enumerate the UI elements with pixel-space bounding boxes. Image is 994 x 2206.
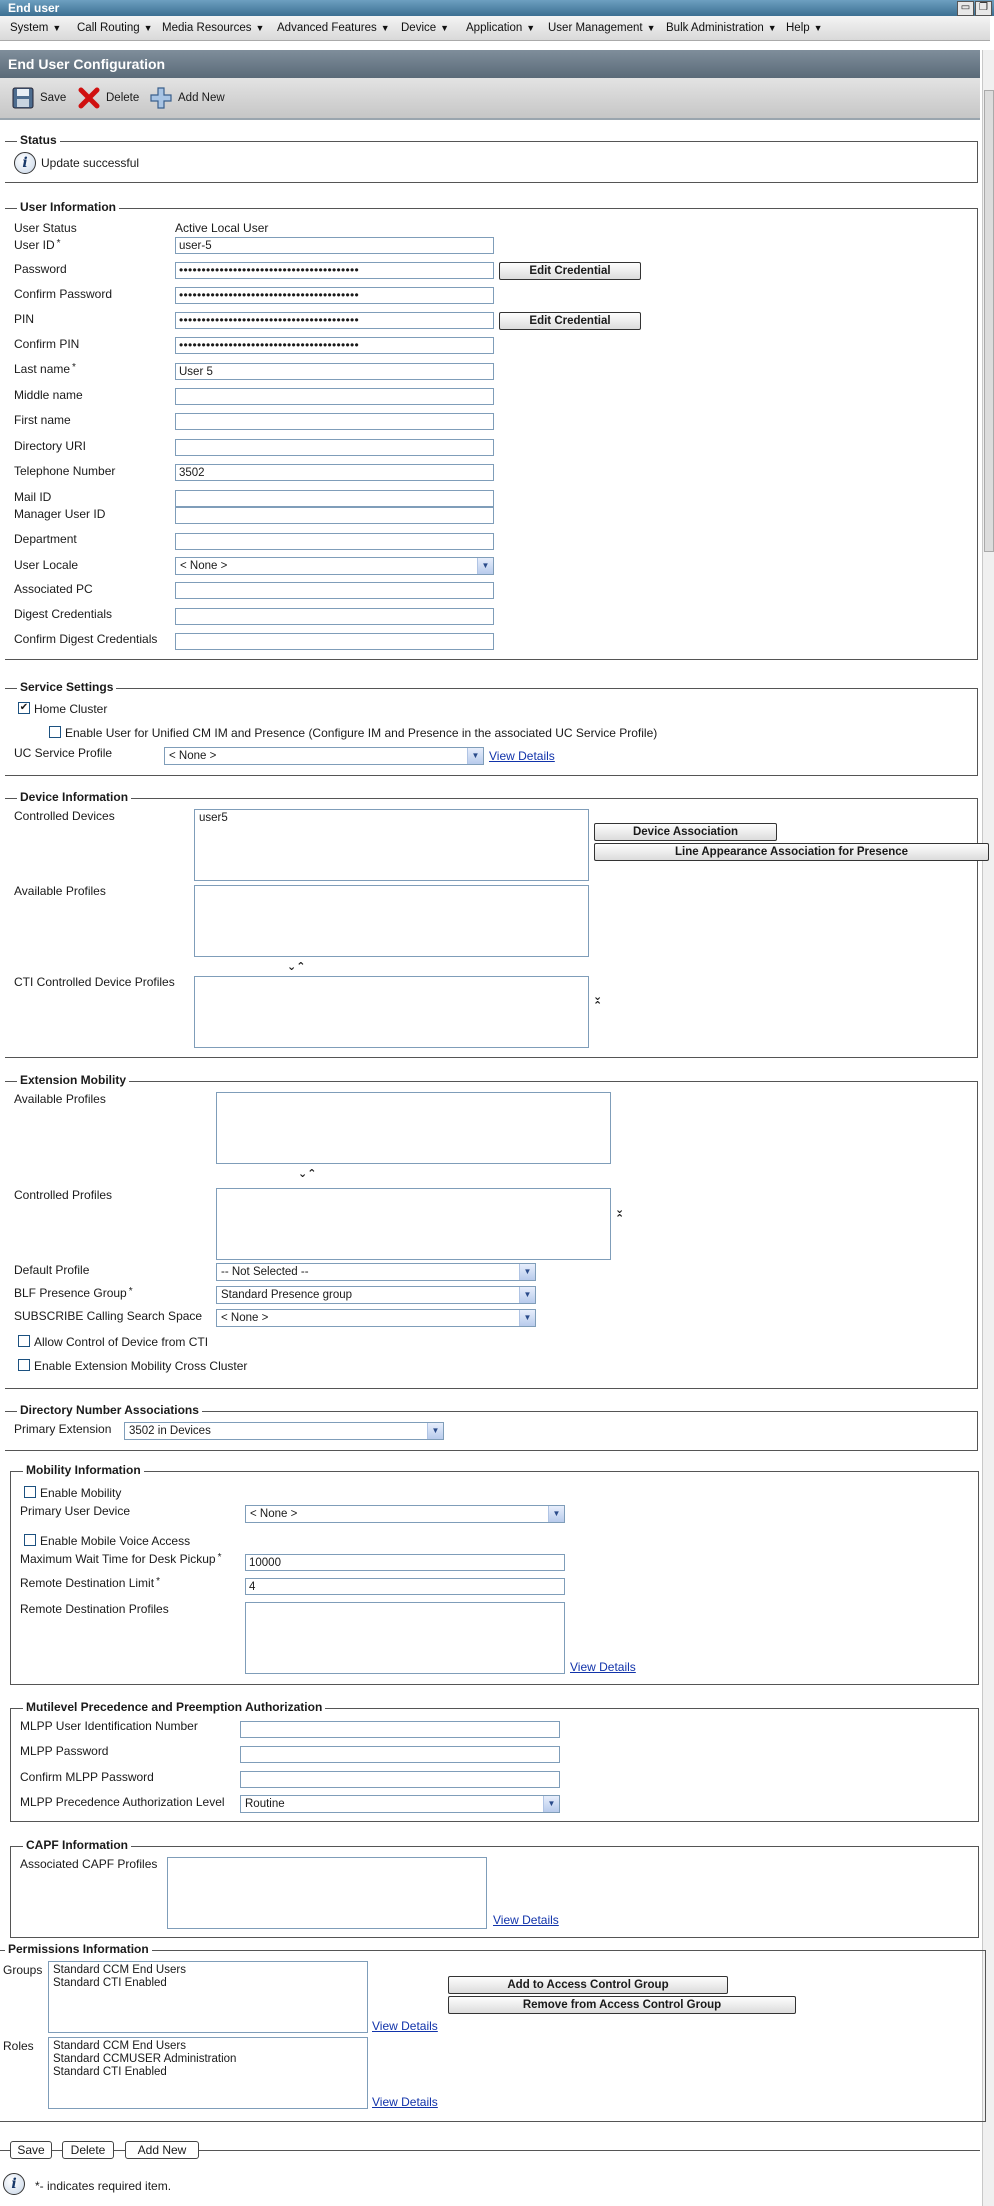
directory-number-legend: Directory Number Associations: [17, 1403, 202, 1417]
line-appearance-association-button[interactable]: Line Appearance Association for Presence: [594, 843, 989, 861]
menu-help-label: Help: [786, 22, 810, 34]
mail-id-input[interactable]: [175, 490, 494, 507]
required-mark: *: [217, 1552, 222, 1563]
mlpp-level-value: Routine: [245, 1798, 285, 1810]
subscribe-css-label: SUBSCRIBE Calling Search Space: [14, 1309, 203, 1323]
uc-service-profile-label: UC Service Profile: [14, 746, 113, 760]
mobility-view-details-link[interactable]: View Details: [570, 1660, 636, 1674]
mobility-information-legend: Mobility Information: [23, 1463, 144, 1477]
extension-mobility-legend: Extension Mobility: [17, 1073, 129, 1087]
menu-media-resources-label: Media Resources: [162, 22, 252, 34]
blf-presence-group-label-text: BLF Presence Group: [14, 1286, 127, 1300]
enable-mobility-label: Enable Mobility: [40, 1486, 122, 1500]
chevron-down-icon: ▼: [427, 1423, 443, 1439]
em-controlled-profiles-label: Controlled Profiles: [14, 1188, 113, 1202]
associated-capf-profiles-list[interactable]: [167, 1857, 487, 1929]
associated-capf-profiles-label: Associated CAPF Profiles: [20, 1857, 158, 1871]
controlled-devices-label: Controlled Devices: [14, 809, 115, 823]
remote-destination-limit-label: [20, 1576, 160, 1590]
toolbar-delete-button[interactable]: [78, 86, 139, 110]
directory-number-section: [5, 1403, 978, 1451]
footer-delete-button[interactable]: Delete: [62, 2141, 114, 2159]
window-title: End user: [8, 1, 60, 15]
primary-user-device-value: < None >: [250, 1508, 298, 1520]
menu-user-management[interactable]: [548, 22, 656, 34]
em-cross-cluster-label: Enable Extension Mobility Cross Cluster: [34, 1359, 248, 1373]
user-locale-select[interactable]: [175, 557, 494, 575]
pin-input[interactable]: ••••••••••••••••••••••••••••••••••••••••: [175, 312, 494, 329]
menu-device[interactable]: [401, 22, 449, 34]
move-down-up-icon[interactable]: ⌄⌃: [287, 961, 306, 973]
associated-pc-label: Associated PC: [14, 582, 93, 596]
enable-im-presence-checkbox[interactable]: [49, 726, 61, 738]
roles-list[interactable]: [48, 2037, 368, 2109]
primary-extension-select[interactable]: [124, 1422, 444, 1440]
toolbar: [0, 78, 980, 120]
available-profiles-label: Available Profiles: [14, 884, 106, 898]
menu-advanced-features[interactable]: [277, 22, 390, 34]
capf-legend: CAPF Information: [23, 1838, 131, 1852]
blf-presence-group-select[interactable]: [216, 1286, 536, 1304]
device-information-section: [5, 790, 978, 1058]
caret-down-icon: ▼: [143, 23, 153, 33]
primary-extension-value: 3502 in Devices: [129, 1425, 211, 1437]
group-item[interactable]: Standard CCM End Users: [53, 1964, 186, 1976]
allow-cti-control-label: Allow Control of Device from CTI: [34, 1335, 209, 1349]
chevron-down-icon: ▼: [519, 1287, 535, 1303]
toolbar-delete-label: Delete: [106, 92, 140, 104]
capf-view-details-link[interactable]: View Details: [493, 1913, 559, 1927]
permissions-legend: Permissions Information: [5, 1942, 152, 1956]
remove-from-access-control-group-button[interactable]: Remove from Access Control Group: [448, 1996, 796, 2014]
remote-destination-profiles-label: Remote Destination Profiles: [20, 1602, 169, 1616]
edit-pin-credential-button[interactable]: Edit Credential: [499, 312, 641, 330]
required-mark: *: [72, 362, 76, 373]
mlpp-section: [10, 1700, 979, 1822]
telephone-number-input[interactable]: 3502: [175, 464, 494, 481]
user-status-value: Active Local User: [175, 221, 269, 235]
em-cross-cluster-checkbox[interactable]: [18, 1359, 30, 1371]
first-name-label: First name: [14, 413, 71, 427]
status-section: [5, 133, 978, 183]
cti-controlled-profiles-list[interactable]: [194, 976, 589, 1048]
enable-mobile-voice-access-label: Enable Mobile Voice Access: [40, 1534, 191, 1548]
toolbar-add-new-label: Add New: [178, 92, 225, 104]
default-profile-value: -- Not Selected --: [221, 1266, 309, 1278]
menu-media-resources[interactable]: [162, 22, 264, 34]
group-item[interactable]: Standard CTI Enabled: [53, 1977, 167, 1989]
groups-list[interactable]: [48, 1961, 368, 2033]
mail-id-label: Mail ID: [14, 490, 52, 504]
controlled-device-item[interactable]: user5: [199, 812, 228, 824]
role-item[interactable]: Standard CCM End Users: [53, 2040, 186, 2052]
required-mark: *: [128, 1286, 133, 1297]
chevron-down-icon: ▼: [467, 748, 483, 764]
permissions-section: [0, 1942, 986, 2122]
add-plus-icon: [150, 87, 172, 109]
menu-system-label: System: [10, 22, 49, 34]
uc-service-view-details-link[interactable]: View Details: [489, 749, 555, 763]
middle-name-label: Middle name: [14, 388, 83, 402]
status-legend: Status: [17, 133, 60, 147]
service-settings-section: [5, 680, 978, 776]
pin-label: PIN: [14, 312, 35, 326]
manager-user-id-label: Manager User ID: [14, 507, 106, 521]
caret-down-icon: ▼: [380, 23, 390, 33]
directory-uri-input[interactable]: [175, 439, 494, 456]
menu-bar: [0, 16, 990, 41]
roles-label: Roles: [3, 2039, 34, 2053]
user-information-legend: User Information: [17, 200, 119, 214]
delete-x-icon: [78, 87, 100, 109]
footer-save-button[interactable]: Save: [10, 2141, 52, 2159]
last-name-input[interactable]: User 5: [175, 363, 494, 380]
password-input[interactable]: ••••••••••••••••••••••••••••••••••••••••: [175, 262, 494, 279]
menu-user-management-label: User Management: [548, 22, 643, 34]
toolbar-save-label: Save: [40, 92, 67, 104]
primary-extension-label: Primary Extension: [14, 1422, 112, 1436]
telephone-number-label: Telephone Number: [14, 464, 116, 478]
confirm-pin-label: Confirm PIN: [14, 337, 80, 351]
user-id-input[interactable]: user-5: [175, 237, 494, 254]
status-message: Update successful: [41, 156, 140, 170]
confirm-mlpp-password-input[interactable]: [240, 1771, 560, 1788]
password-label: Password: [14, 262, 67, 276]
department-input[interactable]: [175, 533, 494, 550]
groups-label: Groups: [3, 1963, 43, 1977]
page-header: [0, 50, 980, 78]
required-note: *- indicates required item.: [35, 2179, 172, 2193]
enable-im-presence-label: Enable User for Unified CM IM and Presence (Configure IM and Presence in the associated UC Service Profile): [65, 726, 658, 740]
remote-destination-limit-input[interactable]: 4: [245, 1578, 565, 1595]
mlpp-password-label: MLPP Password: [20, 1744, 109, 1758]
em-available-profiles-list[interactable]: [216, 1092, 611, 1164]
last-name-label-text: Last name: [14, 362, 71, 376]
user-status-label: User Status: [14, 221, 77, 235]
save-icon: [12, 87, 34, 109]
directory-uri-label: Directory URI: [14, 439, 87, 453]
blf-presence-group-label: [14, 1286, 133, 1300]
user-id-label: [14, 238, 61, 252]
edit-password-credential-button[interactable]: Edit Credential: [499, 262, 641, 280]
mlpp-user-id-input[interactable]: [240, 1721, 560, 1738]
menu-device-label: Device: [401, 22, 437, 34]
em-controlled-profiles-list[interactable]: [216, 1188, 611, 1260]
associated-pc-input[interactable]: [175, 582, 494, 599]
remote-destination-profiles-list[interactable]: [245, 1602, 565, 1674]
caret-down-icon: ▼: [813, 23, 823, 33]
add-to-access-control-group-button[interactable]: Add to Access Control Group: [448, 1976, 728, 1994]
caret-down-icon: ▼: [767, 23, 777, 33]
primary-user-device-label: Primary User Device: [20, 1504, 131, 1518]
groups-view-details-link[interactable]: View Details: [372, 2019, 438, 2033]
chevron-down-icon: ▼: [519, 1264, 535, 1280]
required-mark: *: [156, 1576, 160, 1587]
role-item[interactable]: Standard CTI Enabled: [53, 2066, 167, 2078]
caret-down-icon: ▼: [646, 23, 656, 33]
confirm-pin-input[interactable]: ••••••••••••••••••••••••••••••••••••••••: [175, 337, 494, 354]
default-profile-label: Default Profile: [14, 1263, 90, 1277]
menu-system[interactable]: [10, 22, 61, 34]
chevron-down-icon: ▼: [543, 1796, 559, 1812]
home-cluster-label: Home Cluster: [34, 702, 108, 716]
mlpp-user-id-label: MLPP User Identification Number: [20, 1719, 198, 1733]
mlpp-level-select[interactable]: [240, 1795, 560, 1813]
confirm-digest-credentials-label: Confirm Digest Credentials: [14, 632, 158, 646]
em-reorder-down-up-icon[interactable]: ⌄ ⌃: [615, 1204, 625, 1225]
last-name-label: [14, 362, 76, 376]
em-move-down-up-icon[interactable]: ⌄⌃: [298, 1168, 317, 1180]
chevron-down-icon: ▼: [519, 1310, 535, 1326]
window-titlebar: [0, 0, 994, 16]
digest-credentials-input[interactable]: [175, 608, 494, 625]
capf-section: [10, 1838, 979, 1938]
user-information-section: [5, 200, 978, 660]
remote-destination-limit-label-text: Remote Destination Limit: [20, 1576, 155, 1590]
role-item[interactable]: Standard CCMUSER Administration: [53, 2053, 237, 2065]
menu-advanced-features-label: Advanced Features: [277, 22, 377, 34]
uc-service-profile-select[interactable]: [164, 747, 484, 765]
info-icon: i: [3, 2173, 25, 2195]
manager-user-id-input[interactable]: [175, 507, 494, 524]
required-mark: *: [56, 238, 61, 249]
menu-bulk-administration-label: Bulk Administration: [666, 22, 764, 34]
mlpp-password-input[interactable]: [240, 1746, 560, 1763]
restore-icon[interactable]: ▭: [957, 1, 974, 16]
mobility-information-section: [10, 1463, 979, 1685]
user-locale-value: < None >: [180, 560, 228, 572]
uc-service-profile-value: < None >: [169, 750, 217, 762]
digest-credentials-label: Digest Credentials: [14, 607, 113, 621]
menu-application[interactable]: [466, 22, 535, 34]
footer-add-new-button[interactable]: Add New: [125, 2141, 199, 2159]
home-cluster-checkbox[interactable]: ✔: [19, 702, 29, 713]
available-profiles-list[interactable]: [194, 885, 589, 957]
roles-view-details-link[interactable]: View Details: [372, 2095, 438, 2109]
subscribe-css-value: < None >: [221, 1312, 269, 1324]
default-profile-select[interactable]: [216, 1263, 536, 1281]
user-locale-label: User Locale: [14, 558, 79, 572]
department-label: Department: [14, 532, 77, 546]
cti-controlled-profiles-label: CTI Controlled Device Profiles: [14, 975, 175, 989]
chevron-down-icon: ▼: [477, 558, 493, 574]
service-settings-legend: Service Settings: [17, 680, 116, 694]
reorder-down-up-icon[interactable]: ⌄ ⌃: [593, 991, 603, 1012]
scrollbar-thumb[interactable]: [984, 90, 994, 552]
confirm-password-input[interactable]: ••••••••••••••••••••••••••••••••••••••••: [175, 287, 494, 304]
caret-down-icon: ▼: [440, 23, 450, 33]
middle-name-input[interactable]: [175, 388, 494, 405]
device-association-button[interactable]: Device Association: [594, 823, 777, 841]
enable-mobility-checkbox[interactable]: [24, 1486, 36, 1498]
menu-call-routing-label: Call Routing: [77, 22, 140, 34]
caret-down-icon: ▼: [526, 23, 536, 33]
toolbar-add-new-button[interactable]: [150, 86, 225, 110]
primary-user-device-select[interactable]: [245, 1505, 565, 1523]
controlled-devices-list[interactable]: [194, 809, 589, 881]
confirm-digest-credentials-input[interactable]: [175, 633, 494, 650]
blf-presence-group-value: Standard Presence group: [221, 1289, 353, 1301]
chevron-down-icon: ▼: [548, 1506, 564, 1522]
first-name-input[interactable]: [175, 413, 494, 430]
info-icon: i: [14, 152, 36, 174]
toolbar-save-button[interactable]: [12, 86, 66, 110]
user-id-label-text: User ID: [14, 238, 55, 252]
menu-call-routing[interactable]: [77, 22, 153, 34]
extension-mobility-section: [5, 1073, 978, 1389]
menu-application-label: Application: [466, 22, 523, 34]
maximize-icon[interactable]: ❐: [975, 1, 992, 16]
em-available-profiles-label: Available Profiles: [14, 1092, 106, 1106]
caret-down-icon: ▼: [52, 23, 62, 33]
caret-down-icon: ▼: [255, 23, 265, 33]
subscribe-css-select[interactable]: [216, 1309, 536, 1327]
mlpp-legend: Mutilevel Precedence and Preemption Authorization: [23, 1700, 325, 1714]
menu-bulk-administration[interactable]: [666, 22, 777, 34]
allow-cti-control-checkbox[interactable]: [18, 1335, 30, 1347]
enable-mobile-voice-access-checkbox[interactable]: [24, 1534, 36, 1546]
confirm-mlpp-password-label: Confirm MLPP Password: [20, 1770, 154, 1784]
menu-help[interactable]: [786, 22, 823, 34]
confirm-password-label: Confirm Password: [14, 287, 113, 301]
max-wait-time-input[interactable]: 10000: [245, 1554, 565, 1571]
max-wait-time-label-text: Maximum Wait Time for Desk Pickup: [20, 1552, 216, 1566]
device-information-legend: Device Information: [17, 790, 131, 804]
max-wait-time-label: [20, 1552, 222, 1566]
vertical-scrollbar[interactable]: [982, 50, 994, 1918]
mlpp-level-label: MLPP Precedence Authorization Level: [20, 1795, 225, 1809]
page-title: End User Configuration: [8, 56, 166, 72]
